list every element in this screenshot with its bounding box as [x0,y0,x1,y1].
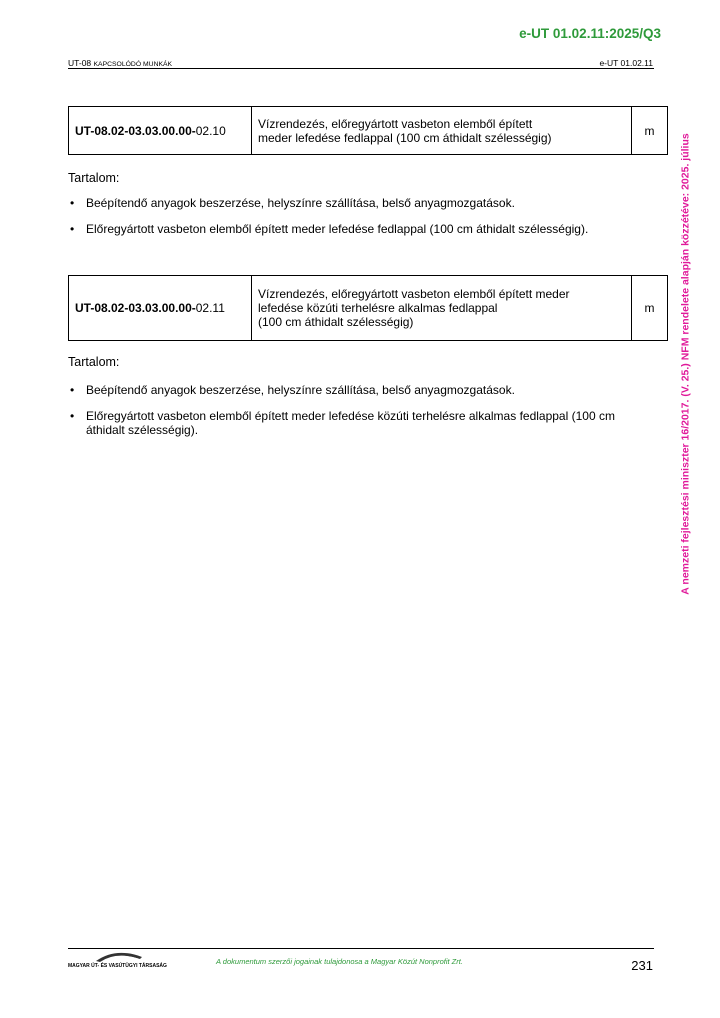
section-title: KAPCSOLÓDÓ MUNKÁK [93,61,173,68]
copyright-notice: A dokumentum szerzői jogainak tulajdonosa a Magyar Közút Nonprofit Zrt. [216,957,463,966]
section-header [68,58,172,68]
list-item: • Előregyártott vasbeton elemből épített meder lefedése fedlappal (100 cm áthidalt szélességig). [68,222,648,236]
content-list [68,383,648,449]
list-item: • Beépítendő anyagok beszerzése, helyszínre szállítása, belső anyagmozgatások. [68,196,648,210]
item-code [69,276,252,341]
description-line: Vízrendezés, előregyártott vasbeton elemből épített [258,116,533,131]
side-note-text: A nemzeti fejlesztési miniszter 16/2017. (V. 25.) NFM rendelete alapján közzétéve: 2025. július [680,133,693,595]
item-code-main: UT-08.02-03.03.00.00- [75,123,196,138]
content-list [68,196,648,248]
side-note [676,96,696,632]
document-code: e-UT 01.02.11:2025/Q3 [519,26,661,41]
description-line: lefedése közúti terhelésre alkalmas fedlappal [258,301,498,315]
item-code-suffix: 02.10 [195,123,226,138]
item-unit: m [632,276,668,341]
item-code [69,107,252,155]
item-unit: m [632,107,668,155]
description-line: (100 cm áthidalt szélességig) [258,315,414,329]
item-code-suffix: 02.11 [195,301,225,315]
description-line: Vízrendezés, előregyártott vasbeton elemből épített meder [258,287,570,301]
document-reference: e-UT 01.02.11 [599,58,653,68]
content-label: Tartalom: [68,355,120,369]
item-code-main: UT-08.02-03.03.00.00- [75,301,196,315]
description-line: meder lefedése fedlappal (100 cm áthidalt szélességig) [258,130,552,145]
header-divider [68,68,654,69]
item-description [252,276,632,341]
road-swoosh-icon [94,949,144,963]
table-row [69,107,668,155]
content-label: Tartalom: [68,171,120,185]
list-item: • Előregyártott vasbeton elemből épített meder lefedése közúti terhelésre alkalmas fedlappal (100 cm áthidalt szélességig). [68,409,648,437]
section-prefix: UT-08 [68,58,94,68]
item-description [252,107,632,155]
logo-text: MAGYAR ÚT- ÉS VASÚTÜGYI TÁRSASÁG [68,963,167,969]
item-table [68,106,668,155]
table-row [69,276,668,341]
item-table [68,275,668,341]
list-item: • Beépítendő anyagok beszerzése, helyszínre szállítása, belső anyagmozgatások. [68,383,648,397]
page-number: 231 [631,958,653,973]
society-logo [68,949,167,971]
